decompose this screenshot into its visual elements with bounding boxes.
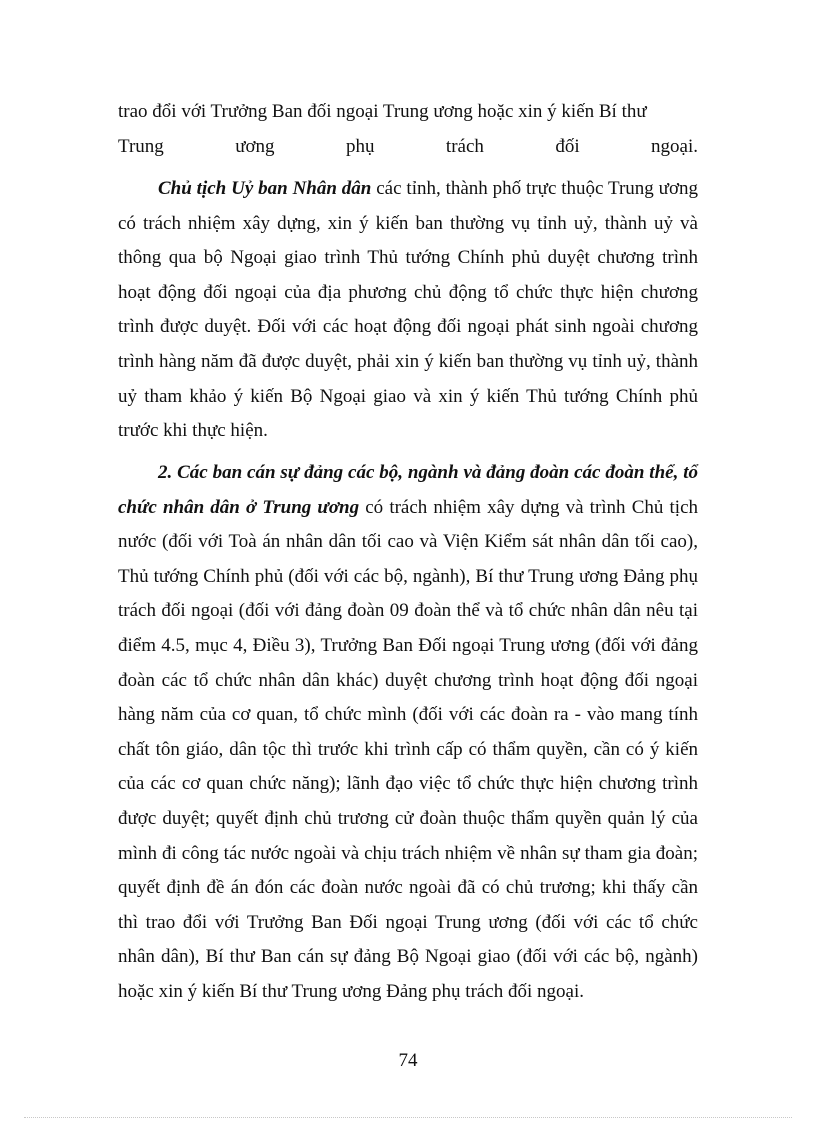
paragraph-2-body: các tỉnh, thành phố trực thuộc Trung ương có trách nhiệm xây dựng, xin ý kiến ban thường vụ tỉnh uỷ, thành uỷ và thông qua bộ Ngoại giao trình Thủ tướng Chính phủ duyệt chương trình hoạt động đối ngoại của địa phương chủ động tổ chức thực hiện chương trình được duyệt. Đối với các hoạt động đối ngoại phát sinh ngoài chương trình hàng năm đã được duyệt, phải xin ý kiến ban thường vụ tỉnh uỷ, thành uỷ tham khảo ý kiến Bộ Ngoại giao và xin ý kiến Thủ tướng Chính phủ trước khi thực hiện.: [118, 178, 698, 442]
paragraph-3-lead: 2. Các ban cán sự đảng các bộ, ngành và đảng đoàn các đoàn thể, tổ chức nhân dân ở Trung ương: [118, 462, 698, 518]
page-bottom-divider: [24, 1117, 792, 1118]
paragraph-2-lead: Chủ tịch Uỷ ban Nhân dân: [158, 178, 372, 199]
paragraph-1-line-1: trao đổi với Trưởng Ban đối ngoại Trung ương hoặc xin ý kiến Bí thư: [118, 101, 647, 122]
paragraph-1-line-2: Trung ương phụ trách đối ngoại.: [118, 135, 698, 157]
paragraph-item-2: [118, 456, 698, 1010]
paragraph-chairman: [118, 172, 698, 449]
page-number: 74: [398, 1050, 418, 1071]
paragraph-3-body: có trách nhiệm xây dựng và trình Chủ tịch nước (đối với Toà án nhân dân tối cao và Viện Kiểm sát nhân dân tối cao), Thủ tướng Chính phủ (đối với các bộ, ngành), Bí thư Trung ương Đảng phụ trách đối ngoại (đối với đảng đoàn 09 đoàn thể và tổ chức nhân dân nêu tại điểm 4.5, mục 4, Điều 3), Trưởng Ban Đối ngoại Trung ương (đối với đảng đoàn các tổ chức nhân dân khác) duyệt chương trình hoạt động đối ngoại hàng năm của cơ quan, tổ chức mình (đối với các đoàn ra - vào mang tính chất tôn giáo, dân tộc thì trước khi trình cấp có thẩm quyền, cần có ý kiến của các cơ quan chức năng); lãnh đạo việc tổ chức thực hiện chương trình được duyệt; quyết định chủ trương cử đoàn thuộc thẩm quyền quản lý của mình đi công tác nước ngoài và chịu trách nhiệm về nhân sự tham gia đoàn; quyết định đề án đón các đoàn nước ngoài đã có chủ trương; khi thấy cần thì trao đổi với Trưởng Ban Đối ngoại Trung ương (đối với các tổ chức nhân dân), Bí thư Ban cán sự đảng Bộ Ngoại giao (đối với các bộ, ngành) hoặc xin ý kiến Bí thư Trung ương Đảng phụ trách đối ngoại.: [118, 496, 699, 1002]
paragraph-continuation: [118, 95, 698, 164]
